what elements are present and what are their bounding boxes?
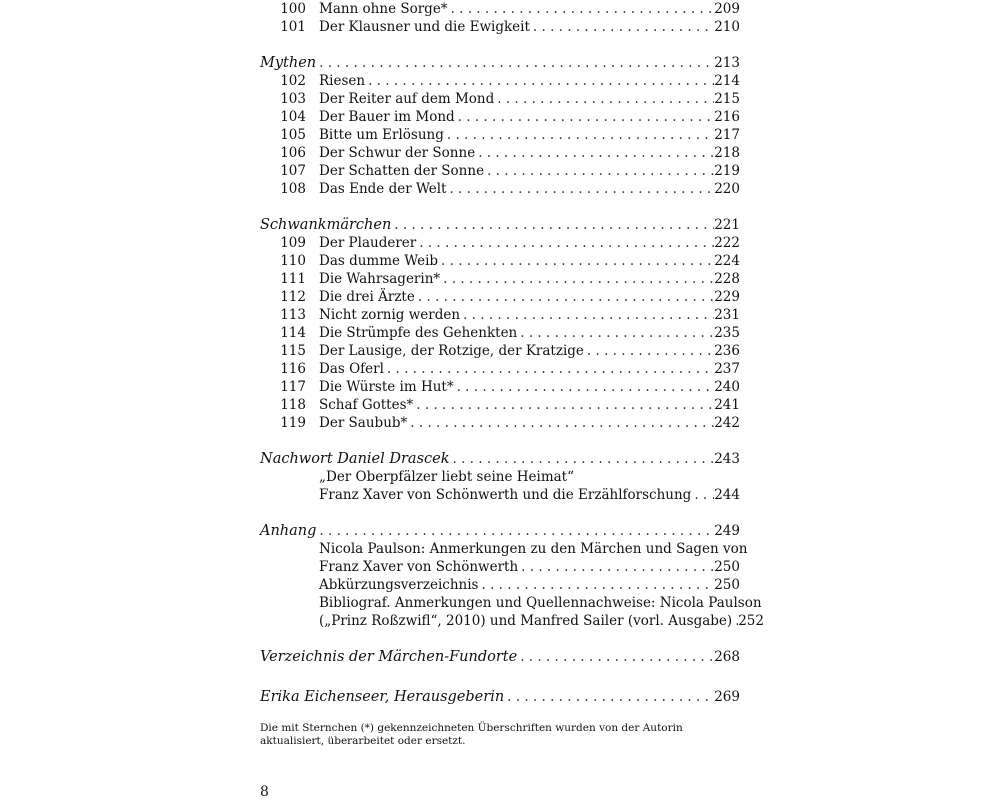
- entry-page: 218: [714, 145, 740, 161]
- entry-title: Mann ohne Sorge*: [319, 1, 448, 17]
- entry-number: 118: [280, 397, 306, 413]
- entry-number: 110: [280, 253, 306, 269]
- toc-entry: [260, 414, 740, 432]
- entry-number: 112: [280, 289, 306, 305]
- entry-title: Der Saubub*: [319, 415, 408, 431]
- entry-title: Der Bauer im Mond: [319, 109, 455, 125]
- section-page: 269: [714, 689, 740, 705]
- entry-page: 210: [714, 19, 740, 35]
- toc-entry: [260, 396, 740, 414]
- entry-title: Die Strümpfe des Gehenkten: [319, 325, 518, 341]
- section-page: 243: [714, 451, 740, 467]
- entry-number: 104: [280, 109, 306, 125]
- toc-entry: [260, 306, 740, 324]
- toc-entry: [260, 324, 740, 342]
- subline-text: Bibliograf. Anmerkungen und Quellennachweise: Nicola Paulson: [319, 595, 762, 611]
- entry-number: 103: [280, 91, 306, 107]
- entry-page: 250: [714, 577, 740, 593]
- toc-entry: [260, 342, 740, 360]
- entry-page: 231: [714, 307, 740, 323]
- toc-entry: [260, 576, 740, 594]
- section-title: Nachwort Daniel Drascek: [260, 451, 450, 467]
- entry-title: Bitte um Erlösung: [319, 127, 444, 143]
- toc-entry: [260, 270, 740, 288]
- entry-page: 219: [714, 163, 740, 179]
- subline-text: Nicola Paulson: Anmerkungen zu den Märchen und Sagen von: [319, 541, 748, 557]
- toc-entry: [260, 252, 740, 270]
- entry-number: 111: [280, 271, 306, 287]
- section-title: Schwankmärchen: [260, 217, 392, 233]
- entry-title: Der Plauderer: [319, 235, 417, 251]
- toc-section-herausgeberin: [260, 688, 740, 706]
- entry-number: 106: [280, 145, 306, 161]
- entry-page: 209: [714, 1, 740, 17]
- entry-page: 236: [714, 343, 740, 359]
- toc-entry: [260, 162, 740, 180]
- entry-number: 109: [280, 235, 306, 251]
- footnote: Die mit Sternchen (*) gekennzeichneten Überschriften wurden von der Autorin aktualisiert, überarbeitet oder ersetzt.: [260, 722, 683, 747]
- entry-page: 244: [714, 487, 740, 503]
- table-of-contents: [260, 0, 764, 706]
- section-page: 213: [714, 55, 740, 71]
- entry-number: 116: [280, 361, 306, 377]
- toc-subline: [260, 468, 740, 486]
- entry-title: Der Klausner und die Ewigkeit: [319, 19, 530, 35]
- toc-subline: [260, 594, 762, 612]
- section-page: 268: [714, 649, 740, 665]
- entry-page: 237: [714, 361, 740, 377]
- entry-title: Der Schwur der Sonne: [319, 145, 476, 161]
- entry-number: 108: [280, 181, 306, 197]
- entry-page: 220: [714, 181, 740, 197]
- entry-page: 250: [714, 559, 740, 575]
- entry-title: Abkürzungsverzeichnis: [319, 577, 479, 593]
- toc-subline: [260, 540, 748, 558]
- entry-page: 229: [714, 289, 740, 305]
- entry-number: 113: [280, 307, 306, 323]
- entry-page: 224: [714, 253, 740, 269]
- toc-entry: [260, 612, 764, 630]
- section-page: 221: [714, 217, 740, 233]
- entry-title: Das Ende der Welt: [319, 181, 447, 197]
- entry-number: 119: [280, 415, 306, 431]
- entry-title: Der Lausige, der Rotzige, der Kratzige: [319, 343, 584, 359]
- toc-entry: [260, 18, 740, 36]
- toc-entry: [260, 180, 740, 198]
- entry-number: 102: [280, 73, 306, 89]
- toc-entry: [260, 90, 740, 108]
- toc-section-schwankmaerchen: [260, 216, 740, 234]
- entry-title: Schaf Gottes*: [319, 397, 414, 413]
- toc-entry: [260, 72, 740, 90]
- toc-section-mythen: [260, 54, 740, 72]
- toc-section-nachwort: [260, 450, 740, 468]
- toc-entry: [260, 0, 740, 18]
- toc-section-fundorte: [260, 648, 740, 666]
- entry-number: 101: [280, 19, 306, 35]
- toc-entry: [260, 234, 740, 252]
- toc-entry: [260, 288, 740, 306]
- toc-section-anhang: [260, 522, 740, 540]
- section-title: Anhang: [260, 523, 317, 539]
- entry-title: („Prinz Roßzwifl“, 2010) und Manfred Sailer (vorl. Ausgabe): [319, 613, 733, 629]
- entry-page: 216: [714, 109, 740, 125]
- section-title: Erika Eichenseer, Herausgeberin: [260, 689, 505, 705]
- entry-page: 235: [714, 325, 740, 341]
- toc-entry: [260, 558, 740, 576]
- entry-page: 252: [738, 613, 764, 629]
- entry-title: Das Oferl: [319, 361, 384, 377]
- entry-page: 242: [714, 415, 740, 431]
- entry-title: Franz Xaver von Schönwerth: [319, 559, 519, 575]
- entry-title: Die drei Ärzte: [319, 289, 415, 305]
- toc-entry: [260, 486, 740, 504]
- entry-number: 100: [280, 1, 306, 17]
- toc-entry: [260, 144, 740, 162]
- entry-number: 114: [280, 325, 306, 341]
- page-number: 8: [260, 784, 269, 800]
- entry-number: 115: [280, 343, 306, 359]
- entry-page: 228: [714, 271, 740, 287]
- entry-page: 217: [714, 127, 740, 143]
- toc-entry: [260, 378, 740, 396]
- toc-entry: [260, 126, 740, 144]
- entry-page: 241: [714, 397, 740, 413]
- subline-text: „Der Oberpfälzer liebt seine Heimat“: [319, 469, 575, 485]
- entry-number: 107: [280, 163, 306, 179]
- toc-entry: [260, 360, 740, 378]
- section-page: 249: [714, 523, 740, 539]
- entry-title: Das dumme Weib: [319, 253, 439, 269]
- entry-page: 240: [714, 379, 740, 395]
- section-title: Verzeichnis der Märchen-Fundorte: [260, 649, 518, 665]
- entry-number: 105: [280, 127, 306, 143]
- entry-page: 215: [714, 91, 740, 107]
- entry-number: 117: [280, 379, 306, 395]
- section-title: Mythen: [260, 55, 317, 71]
- entry-title: Franz Xaver von Schönwerth und die Erzählforschung: [319, 487, 692, 503]
- toc-entry: [260, 108, 740, 126]
- entry-title: Die Würste im Hut*: [319, 379, 454, 395]
- entry-title: Riesen: [319, 73, 366, 89]
- entry-title: Die Wahrsagerin*: [319, 271, 441, 287]
- entry-title: Der Schatten der Sonne: [319, 163, 485, 179]
- entry-title: Nicht zornig werden: [319, 307, 461, 323]
- entry-page: 214: [714, 73, 740, 89]
- entry-title: Der Reiter auf dem Mond: [319, 91, 495, 107]
- entry-page: 222: [714, 235, 740, 251]
